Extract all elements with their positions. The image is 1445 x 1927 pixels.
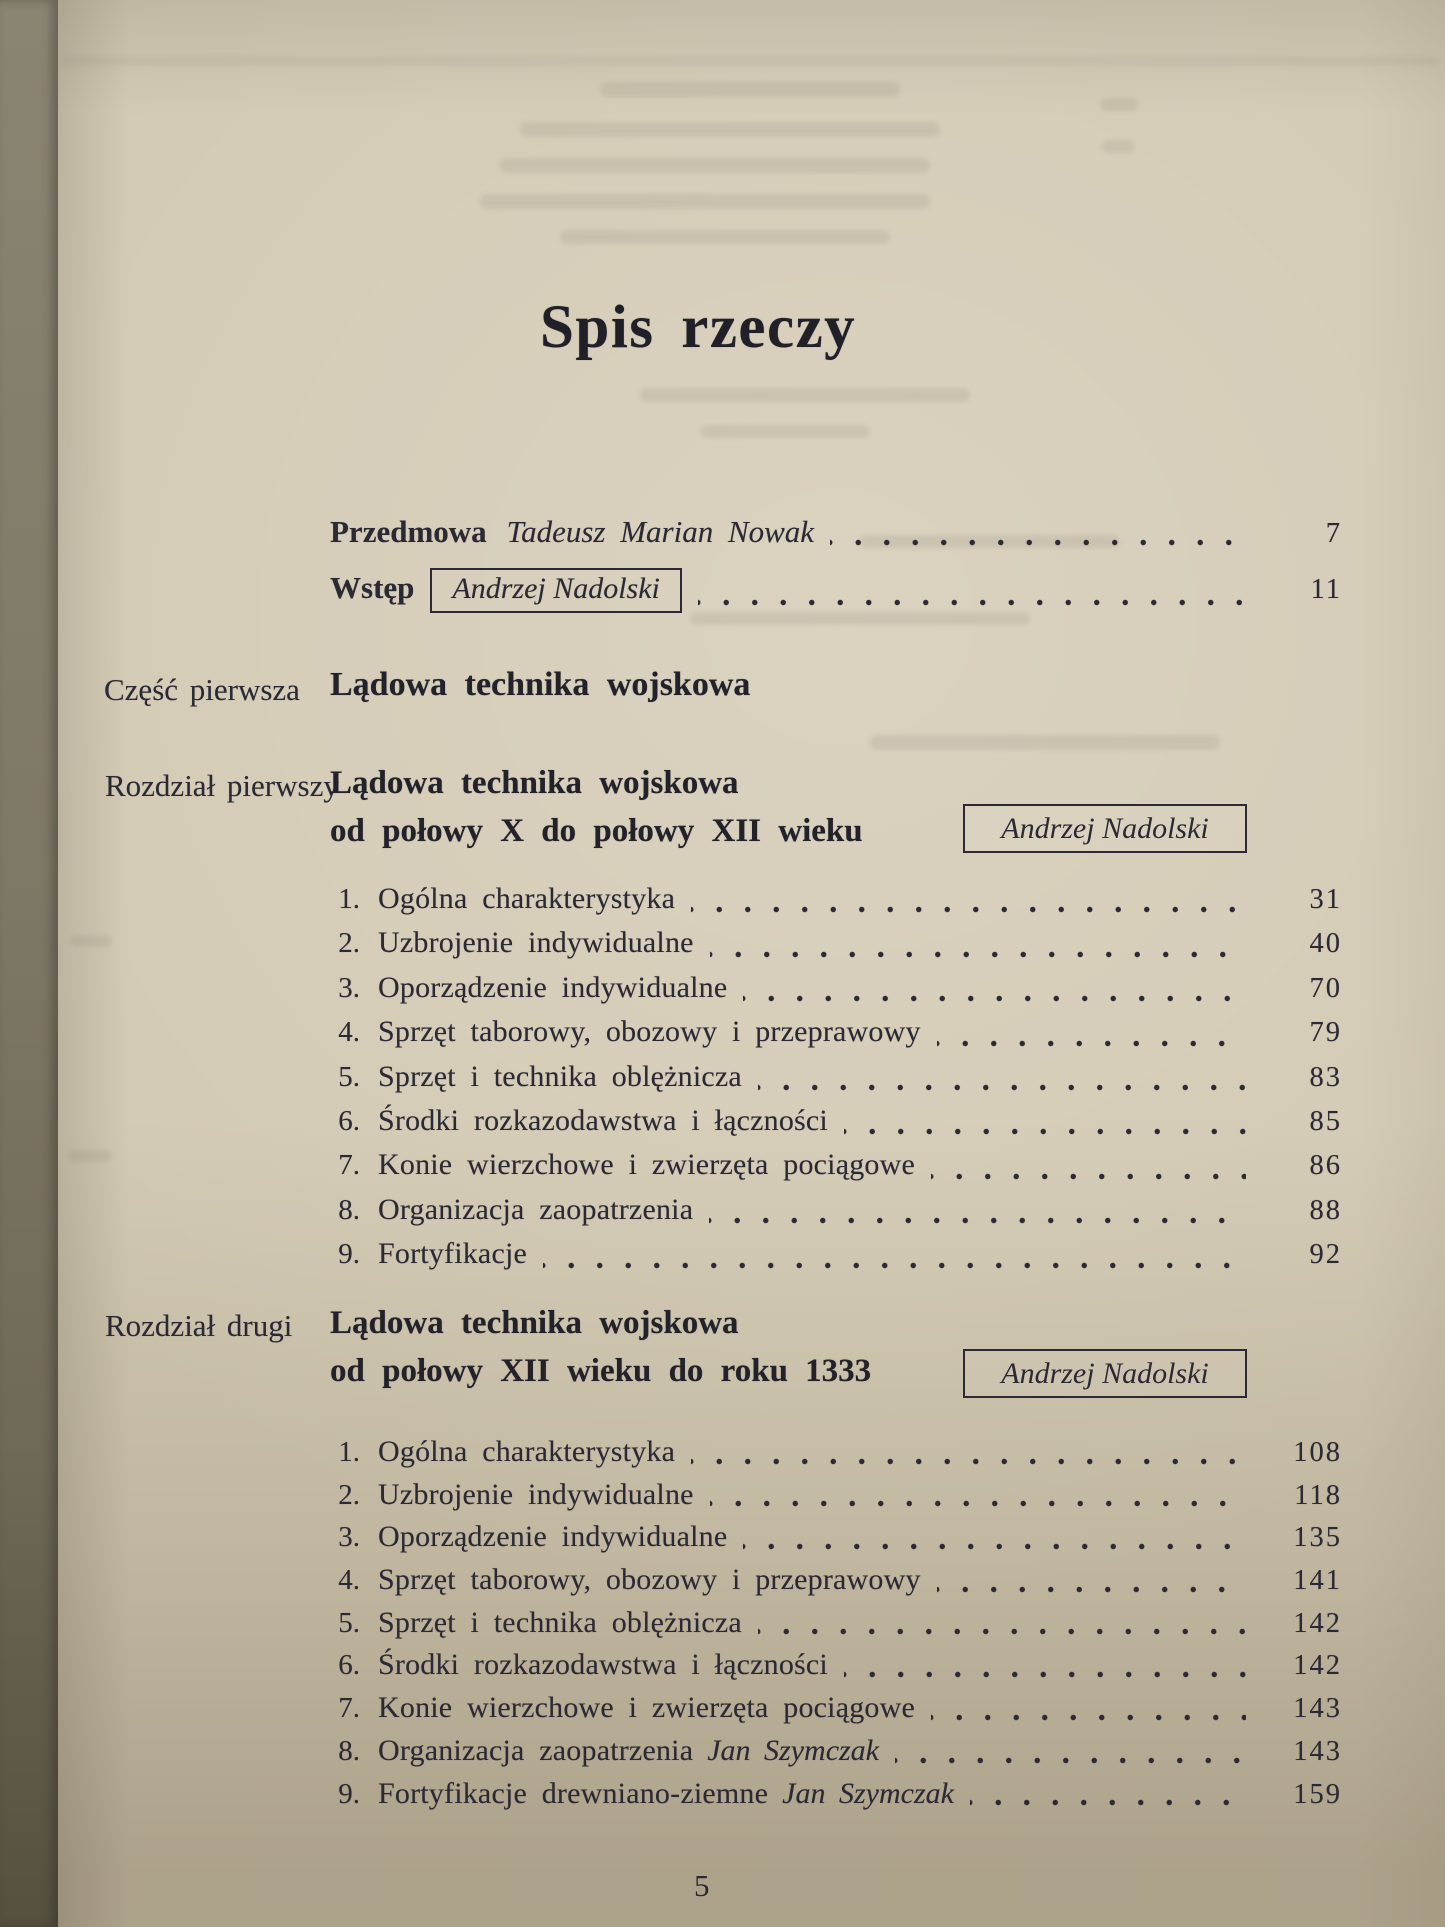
chapter-title-line1: Lądowa technika wojskowa: [330, 1305, 739, 1341]
bleed-through: [700, 425, 870, 438]
toc-entry: [330, 1015, 1342, 1059]
toc-entry: [330, 1148, 1342, 1192]
chapter-title-line2: od połowy X do połowy XII wieku: [330, 813, 863, 849]
bleed-through: [500, 158, 930, 173]
entry-number: 4.: [338, 1016, 360, 1049]
chapter-main-column: [330, 760, 1342, 1282]
dot-leader: [710, 926, 1246, 970]
bleed-through: [870, 735, 1220, 750]
dot-leader: [709, 1193, 1246, 1237]
entry-number: 7.: [338, 1692, 360, 1725]
entry-number: 2.: [338, 1478, 360, 1511]
author-name-box: [430, 568, 682, 613]
dot-leader: [830, 514, 1246, 560]
toc-entry: [330, 1193, 1342, 1237]
entry-title: Oporządzenie indywidualne: [378, 970, 728, 1004]
chapter-entries: [330, 882, 1342, 1282]
entry-number: 6.: [338, 1104, 360, 1137]
front-page-number: 11: [1310, 574, 1342, 605]
dot-leader: [937, 1015, 1246, 1059]
entry-number: 9.: [338, 1777, 360, 1810]
entry-page-number: 108: [1293, 1437, 1342, 1468]
entry-title: Sprzęt i technika oblężnicza: [378, 1059, 742, 1093]
book-gutter-edge: [0, 0, 58, 1927]
part-margin-label: Część pierwsza: [104, 672, 300, 707]
entry-number: 7.: [338, 1149, 360, 1182]
part-title: Lądowa technika wojskowa: [330, 666, 751, 703]
entry-title: Organizacja zaopatrzenia: [378, 1192, 694, 1226]
toc-entry: [330, 1104, 1342, 1148]
folio-page-number: 5: [694, 1868, 711, 1903]
entry-number: 1.: [338, 883, 360, 915]
entry-page-number: 143: [1293, 1735, 1342, 1767]
dot-leader: [937, 1563, 1246, 1606]
entry-page-number: 79: [1309, 1017, 1342, 1049]
entry-title: Sprzęt taborowy, obozowy i przeprawowy: [378, 1015, 921, 1049]
dot-leader: [691, 1435, 1246, 1478]
entry-title: Organizacja zaopatrzenia: [378, 1733, 694, 1767]
author-name-box: [963, 804, 1247, 853]
toc-entry: [330, 882, 1342, 926]
entry-number: 5.: [338, 1606, 360, 1639]
entry-title: Fortyfikacje: [378, 1237, 528, 1271]
front-label: Przedmowa: [330, 514, 487, 549]
toc-front-row-przedmowa: [330, 514, 1342, 560]
entry-page-number: 118: [1294, 1479, 1342, 1511]
chapter-author: Andrzej Nadolski: [1001, 811, 1209, 845]
bleed-through: [600, 82, 900, 97]
entry-page-number: 135: [1293, 1522, 1342, 1554]
entry-author: Jan Szymczak: [707, 1733, 879, 1767]
dot-leader: [970, 1777, 1246, 1820]
entry-number: 2.: [338, 927, 360, 960]
author-name-box: [963, 1349, 1247, 1398]
entry-page-number: 142: [1293, 1607, 1342, 1639]
chapter-entries: [330, 1435, 1342, 1819]
toc-entry: [330, 1060, 1342, 1104]
entry-page-number: 85: [1309, 1105, 1342, 1137]
entry-number: 9.: [338, 1238, 360, 1271]
entry-title: Środki rozkazodawstwa i łączności: [378, 1648, 828, 1682]
entry-number: 1.: [338, 1436, 360, 1468]
entry-number: 5.: [338, 1060, 360, 1093]
bleed-through: [1102, 140, 1134, 153]
chapter-margin-label: Rozdział drugi: [105, 1308, 293, 1343]
entry-number: 6.: [338, 1649, 360, 1682]
entry-title: Konie wierzchowe i zwierzęta pociągowe: [378, 1691, 916, 1725]
entry-title: Ogólna charakterystyka: [378, 1435, 676, 1468]
chapter-2: [105, 1300, 1342, 1819]
entry-title: Uzbrojenie indywidualne: [378, 926, 694, 960]
toc-entry: [330, 926, 1342, 970]
chapter-author: Andrzej Nadolski: [1001, 1356, 1209, 1390]
dot-leader: [931, 1691, 1246, 1734]
entry-page-number: 86: [1309, 1150, 1342, 1182]
toc-entry: [330, 1734, 1342, 1777]
dot-leader: [758, 1606, 1246, 1649]
toc-entry: [330, 1563, 1342, 1606]
front-label: Wstęp: [330, 570, 415, 605]
entry-title: Fortyfikacje drewniano-ziemne: [378, 1776, 769, 1810]
dot-leader: [844, 1104, 1246, 1148]
chapter-title-line1: Lądowa technika wojskowa: [330, 765, 739, 801]
dot-leader: [844, 1648, 1246, 1691]
entry-number: 8.: [338, 1193, 360, 1226]
entry-page-number: 88: [1309, 1194, 1342, 1226]
dot-leader: [895, 1734, 1246, 1777]
entry-title: Oporządzenie indywidualne: [378, 1520, 728, 1554]
chapter-1: [105, 760, 1342, 1282]
dot-leader: [710, 1478, 1246, 1521]
toc-entry: [330, 1520, 1342, 1563]
front-author: Tadeusz Marian Nowak: [506, 514, 815, 549]
page-title: Spis rzeczy: [540, 293, 857, 361]
dot-leader: [758, 1060, 1246, 1104]
toc-entry: [330, 971, 1342, 1015]
entry-title: Konie wierzchowe i zwierzęta pociągowe: [378, 1148, 916, 1182]
entry-page-number: 31: [1309, 884, 1342, 915]
dot-leader: [543, 1237, 1246, 1281]
toc-front-row-wstep: [330, 568, 1342, 624]
toc-entry: [330, 1478, 1342, 1521]
entry-page-number: 141: [1293, 1565, 1342, 1597]
toc-entry: [330, 1777, 1342, 1820]
entry-title: Sprzęt taborowy, obozowy i przeprawowy: [378, 1563, 921, 1597]
dot-leader: [691, 882, 1246, 926]
entry-number: 3.: [338, 971, 360, 1004]
dot-leader: [743, 971, 1246, 1015]
entry-page-number: 92: [1309, 1239, 1342, 1271]
entry-page-number: 142: [1293, 1650, 1342, 1682]
paper-crease: [60, 56, 1440, 66]
entry-number: 4.: [338, 1564, 360, 1597]
entry-author: Jan Szymczak: [782, 1776, 954, 1810]
toc-entry: [330, 1691, 1342, 1734]
entry-page-number: 83: [1309, 1061, 1342, 1093]
entry-title: Środki rozkazodawstwa i łączności: [378, 1103, 828, 1137]
toc-entry: [330, 1435, 1342, 1478]
bleed-through: [640, 388, 970, 402]
dot-leader: [931, 1148, 1246, 1192]
bleed-through: [1100, 98, 1138, 111]
entry-page-number: 159: [1293, 1778, 1342, 1810]
chapter-margin-label: Rozdział pierwszy: [105, 768, 339, 803]
front-author: Andrzej Nadolski: [452, 572, 660, 605]
entry-number: 8.: [338, 1734, 360, 1767]
toc-entry: [330, 1606, 1342, 1649]
entry-page-number: 70: [1309, 972, 1342, 1004]
dot-leader: [698, 568, 1246, 624]
toc-entry: [330, 1648, 1342, 1691]
bleed-through: [480, 194, 930, 209]
chapter-main-column: [330, 1300, 1342, 1819]
chapter-title-line2: od połowy XII wieku do roku 1333: [330, 1353, 872, 1389]
entry-page-number: 143: [1293, 1693, 1342, 1725]
dot-leader: [743, 1520, 1246, 1563]
entry-title: Uzbrojenie indywidualne: [378, 1477, 694, 1511]
entry-number: 3.: [338, 1521, 360, 1554]
part-heading-row: [0, 666, 1445, 716]
toc-entry: [330, 1237, 1342, 1281]
entry-title: Sprzęt i technika oblężnicza: [378, 1605, 742, 1639]
entry-page-number: 40: [1309, 928, 1342, 960]
front-page-number: 7: [1325, 518, 1342, 549]
bleed-through: [520, 122, 940, 137]
bleed-through: [560, 230, 890, 244]
entry-title: Ogólna charakterystyka: [378, 882, 676, 915]
